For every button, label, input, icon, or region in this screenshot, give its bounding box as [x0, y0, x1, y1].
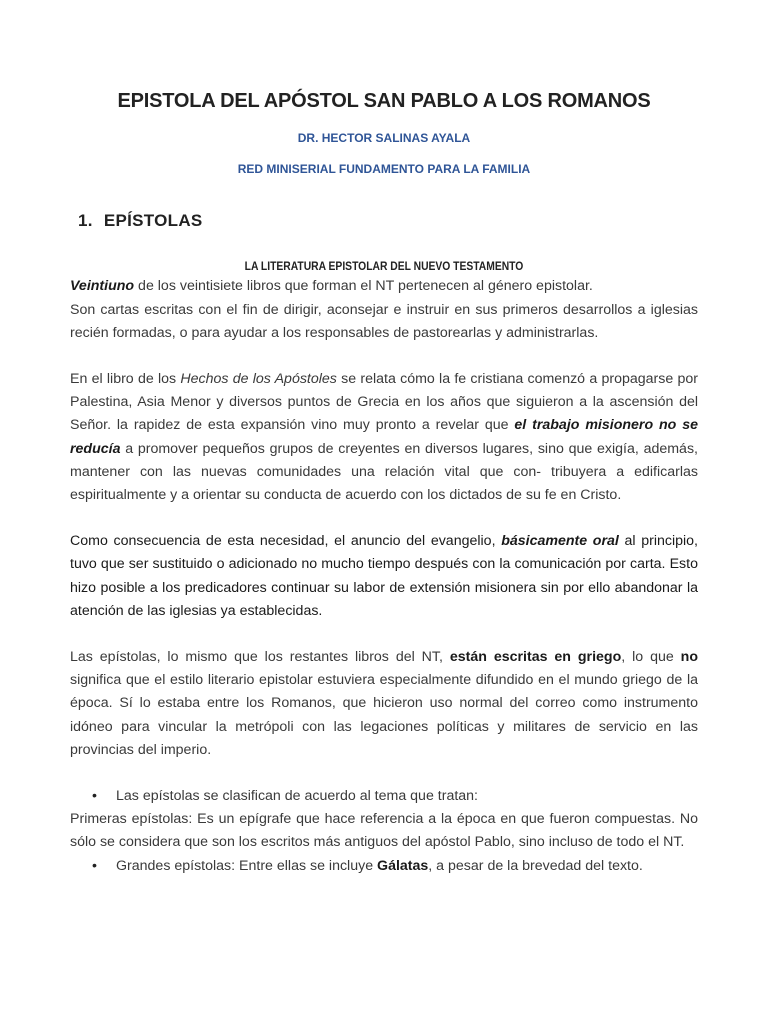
list-item-text-b: , a pesar de la brevedad del texto.	[428, 857, 643, 874]
paragraph-1-line-1-text: de los veintisiete libros que forman el NT pertenecen al género epistolar.	[134, 278, 593, 295]
classification-list	[70, 785, 698, 808]
paragraph-2-text-b: se relata cómo la fe cristiana comenzó a propagarse por Palestina, Asia Menor y diversos puntos de Grecia en los años que siguieron a la ascensión del Señor. la rapidez de esta expansión vino muy pronto a revelar que	[70, 371, 698, 434]
section-subheading: LA LITERATURA EPISTOLAR DEL NUEVO TESTAMENTO	[244, 259, 524, 274]
classification-list-2	[70, 855, 698, 878]
bullet-icon: •	[92, 857, 97, 874]
organization-name: RED MINISERIAL FUNDAMENTO PARA LA FAMILIA	[237, 162, 531, 177]
bullet-icon: •	[92, 788, 97, 805]
galatas-emphasis: Gálatas	[377, 857, 429, 874]
paragraph-4-text-c: significa que el estilo literario epistolar estuviera especialmente difundido en el mundo griego de la época. Sí lo estaba entre los Romanos, que hicieron uso normal del correo como instrumento idóneo para vincular la metrópoli con las legaciones políticas y militares de servicio en las provincias del imperio.	[70, 672, 698, 758]
paragraph-3	[70, 530, 698, 623]
basicamente-oral-emphasis: básicamente oral	[501, 533, 619, 550]
hechos-italic: Hechos de los Apóstoles	[180, 371, 337, 388]
paragraph-3-text-a: Como consecuencia de esta necesidad, el anuncio del evangelio,	[70, 533, 502, 550]
trabajo-misionero-emphasis: el trabajo misionero no se reducía	[70, 417, 698, 457]
author-name: DR. HECTOR SALINAS AYALA	[297, 131, 471, 145]
paragraph-1-line-2: Son cartas escritas con el fin de dirigir, aconsejar e instruir en sus primeros desarrollos a iglesias recién formadas, o para ayudar a los responsables de pastorearlas y administrarlas.	[70, 301, 698, 341]
paragraph-5: Primeras epístolas: Es un epígrafe que hace referencia a la época en que fueron compuestas. No sólo se considera que son los escritos más antiguos del apóstol Pablo, sino incluso de todo el NT.	[70, 811, 698, 851]
paragraph-4	[70, 646, 698, 762]
section-number: 1.	[78, 211, 93, 231]
paragraph-1-line-1	[70, 275, 698, 298]
paragraph-2-text-a: En el libro de los	[70, 371, 181, 388]
paragraph-4-text-b: , lo que	[621, 649, 681, 666]
paragraph-2	[70, 368, 698, 507]
list-item-text: Las epístolas se clasifican de acuerdo al tema que tratan:	[116, 788, 478, 805]
griego-emphasis: están escritas en griego	[449, 649, 622, 666]
list-item-text-a: Grandes epístolas: Entre ellas se incluye	[116, 857, 378, 874]
paragraph-3-text-b: al principio, tuvo que ser sustituido o adicionado no mucho tiempo después con la comunicación por carta. Esto hizo posible a los predicadores continuar su labor de extensión misionera sin por ello abandonar la atención de las iglesias ya establecidas.	[70, 533, 698, 619]
section-heading	[78, 211, 698, 231]
document-title: EPISTOLA DEL APÓSTOL SAN PABLO A LOS ROMANOS	[117, 90, 651, 112]
list-item	[70, 855, 698, 878]
section-title: EPÍSTOLAS	[103, 211, 203, 231]
paragraph-2-text-c: a promover pequeños grupos de creyentes en diversos lugares, sino que exigía, además, mantener con las nuevas comunidades una relación vital que con- tribuyera a edificarlas espiritualmente y a orientar su conducta de acuerdo con los dictados de su fe en Cristo.	[70, 440, 698, 504]
list-item	[70, 785, 698, 808]
paragraph-4-text-a: Las epístolas, lo mismo que los restantes libros del NT,	[70, 649, 450, 666]
veintiuno-emphasis: Veintiuno	[70, 278, 135, 295]
no-emphasis: no	[680, 649, 699, 666]
